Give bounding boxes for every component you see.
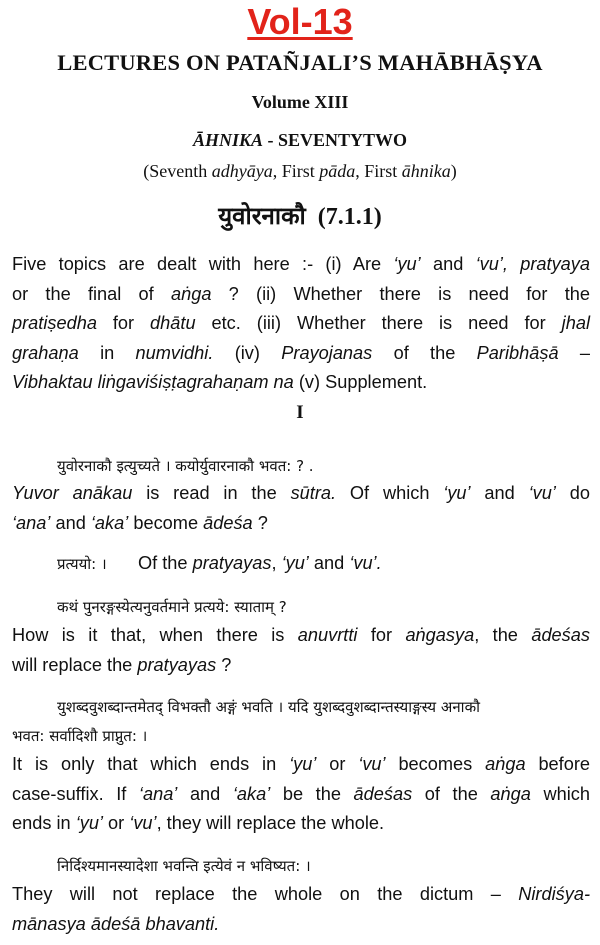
text-run: , they will replace the whole. [156,813,385,833]
sutra-number: (7.1.1) [317,204,382,230]
text-run: ‘vu’ [358,754,386,774]
intro-paragraph [12,250,590,398]
text-run: and [470,483,529,503]
text-run: ? [252,512,268,533]
volume-tag: Vol-13 [247,1,353,42]
text-run: and [420,254,476,274]
english-line [12,780,590,810]
text-run: ‘yu’ [443,483,471,503]
text-run: will replace the [12,654,138,675]
english-line [12,910,590,940]
sanskrit-line: युशब्दवुशब्दान्तमेतद् विभक्तौ अङ्गं भवति । यदि युशब्दवुशब्दान्तस्याङ्गस्य अनाकौ [57,698,480,716]
ahnika-heading [0,130,600,151]
text-run: be the [270,783,354,804]
text-run: becomes [385,754,486,774]
text-run: aṅga [170,283,212,304]
text-run: pratyayas [192,553,272,573]
text-run: , First [355,161,402,181]
text-run: for [357,625,406,645]
sanskrit-line: प्रत्ययो: । [57,555,107,573]
english-line [12,621,590,651]
sanskrit-line: युवोरनाकौ इत्युच्यते । कयोर्युवारनाकौ भवत: ? . [57,457,314,475]
english-paragraph [12,621,590,680]
text-run: , [271,553,282,573]
text-run: ādeśa [203,512,253,533]
sanskrit-line: निर्दिश्यमानस्यादेशा भवन्ति इत्येवं न भविष्यत: । [57,857,311,875]
intro-line [12,309,590,339]
text-run: ? (ii) Whether there is need for the [211,283,590,304]
text-run: ‘vu’. [349,553,382,573]
text-run: pratyayas [137,654,217,675]
text-run: aṅga [490,783,531,804]
english-line [12,809,590,839]
text-run: It is only that which ends in [12,754,290,774]
text-run: ‘yu’ [75,813,103,833]
english-line [12,479,590,509]
text-run: dhātu [150,313,196,333]
text-run: ‘vu’ [528,483,556,503]
text-run: and [50,512,91,533]
book-title: LECTURES ON PATAÑJALI’S MAHĀBHĀṢYA [57,50,543,75]
text-run: of the [412,783,491,804]
text-run: aṅga [485,754,526,774]
text-run: ‘ana’ [138,783,178,804]
text-run: case-suffix. If [12,783,139,804]
text-run: pratiṣedha [12,313,97,333]
english-line [12,509,590,539]
text-run: before [525,754,591,774]
text-run: which [530,783,590,804]
text-run: Five topics are dealt with here :- (i) Are [12,254,394,274]
intro-line [12,339,590,369]
text-run: They will not replace the whole on the dictum – [12,884,519,904]
text-run: How is it that, when there is [12,625,298,645]
english-line [12,651,590,681]
text-run: is read in the [132,483,291,503]
text-run: ādeśas [353,783,413,804]
text-run: aṅgasya [405,625,475,645]
sutra-devanagari: युवोरनाकौ [218,202,306,230]
text-run: do [555,483,591,503]
text-run: Nirdiśya- [518,884,590,904]
text-run: or [316,754,359,774]
text-run: ‘yu’ [289,754,317,774]
text-run: ‘vu’, pratyaya [475,254,591,274]
intro-line [12,250,590,280]
text-run: ‘yu’ [393,254,421,274]
english-paragraph [138,549,598,579]
text-run: grahaṇa [12,342,79,363]
english-line [138,549,598,579]
text-run: or the final of [12,283,171,304]
sanskrit-line: कथं पुनरङ्गस्येत्यनुवर्तमाने प्रत्यये: स्याताम् ? [57,598,287,616]
text-run: ends in [12,813,76,833]
text-run: , First [272,161,320,181]
text-run: ‘aka’ [232,783,271,804]
text-run: and [177,783,233,804]
english-line [12,880,590,910]
text-run: Paribhāṣā [476,342,559,363]
text-run: ? [216,654,232,675]
ahnika-label: ĀHNIKA [192,130,263,150]
text-run: of the [372,342,477,363]
text-run: anuvrtti [297,625,358,645]
text-run: ‘yu’ [281,553,309,573]
text-run: ‘aka’ [90,512,129,533]
text-run: (Seventh [143,161,212,181]
text-run: Prayojanas [281,342,373,363]
sanskrit-line: भवत: सर्वादिशौ प्राप्नुत: । [12,727,148,745]
text-run: Vibhaktau liṅgaviśiṣṭagrahaṇam na [12,372,294,392]
section-numeral: I [296,402,304,423]
text-run: and [308,553,350,573]
adhyaya-pada-line [0,161,600,182]
english-paragraph [12,479,590,538]
text-run: pāda [319,161,356,181]
text-run: in [78,342,136,363]
text-run: for [96,313,151,333]
text-run: Of which [336,483,444,503]
text-run: Yuvor anākau [12,483,133,503]
text-run: ādeśas [531,625,590,645]
text-run: etc. (iii) Whether there is need for [195,313,562,333]
text-run: jhal [561,313,590,333]
text-run: , the [474,625,532,645]
english-paragraph [12,880,590,939]
sutra-heading [0,199,600,232]
intro-line [12,280,590,310]
ahnika-number: - SEVENTYTWO [263,130,408,150]
volume-subtitle: Volume XIII [251,92,349,112]
text-run: adhyāya [211,161,273,181]
text-run: (iv) [213,342,282,363]
intro-line [12,368,590,398]
text-run: Of the [138,553,193,573]
english-line [12,750,590,780]
text-run: mānasya ādeśā bhavanti. [12,913,220,934]
text-run: ‘vu’ [129,813,157,833]
text-run: ) [450,161,457,181]
text-run: or [103,813,130,833]
text-run: āhnika [401,161,451,181]
text-run: become [128,512,204,533]
english-paragraph [12,750,590,839]
text-run: sūtra. [290,483,337,503]
text-run: (v) Supplement. [293,372,428,392]
text-run: ‘ana’ [12,512,51,533]
text-run: numvidhi. [135,342,214,363]
text-run: – [558,342,590,363]
